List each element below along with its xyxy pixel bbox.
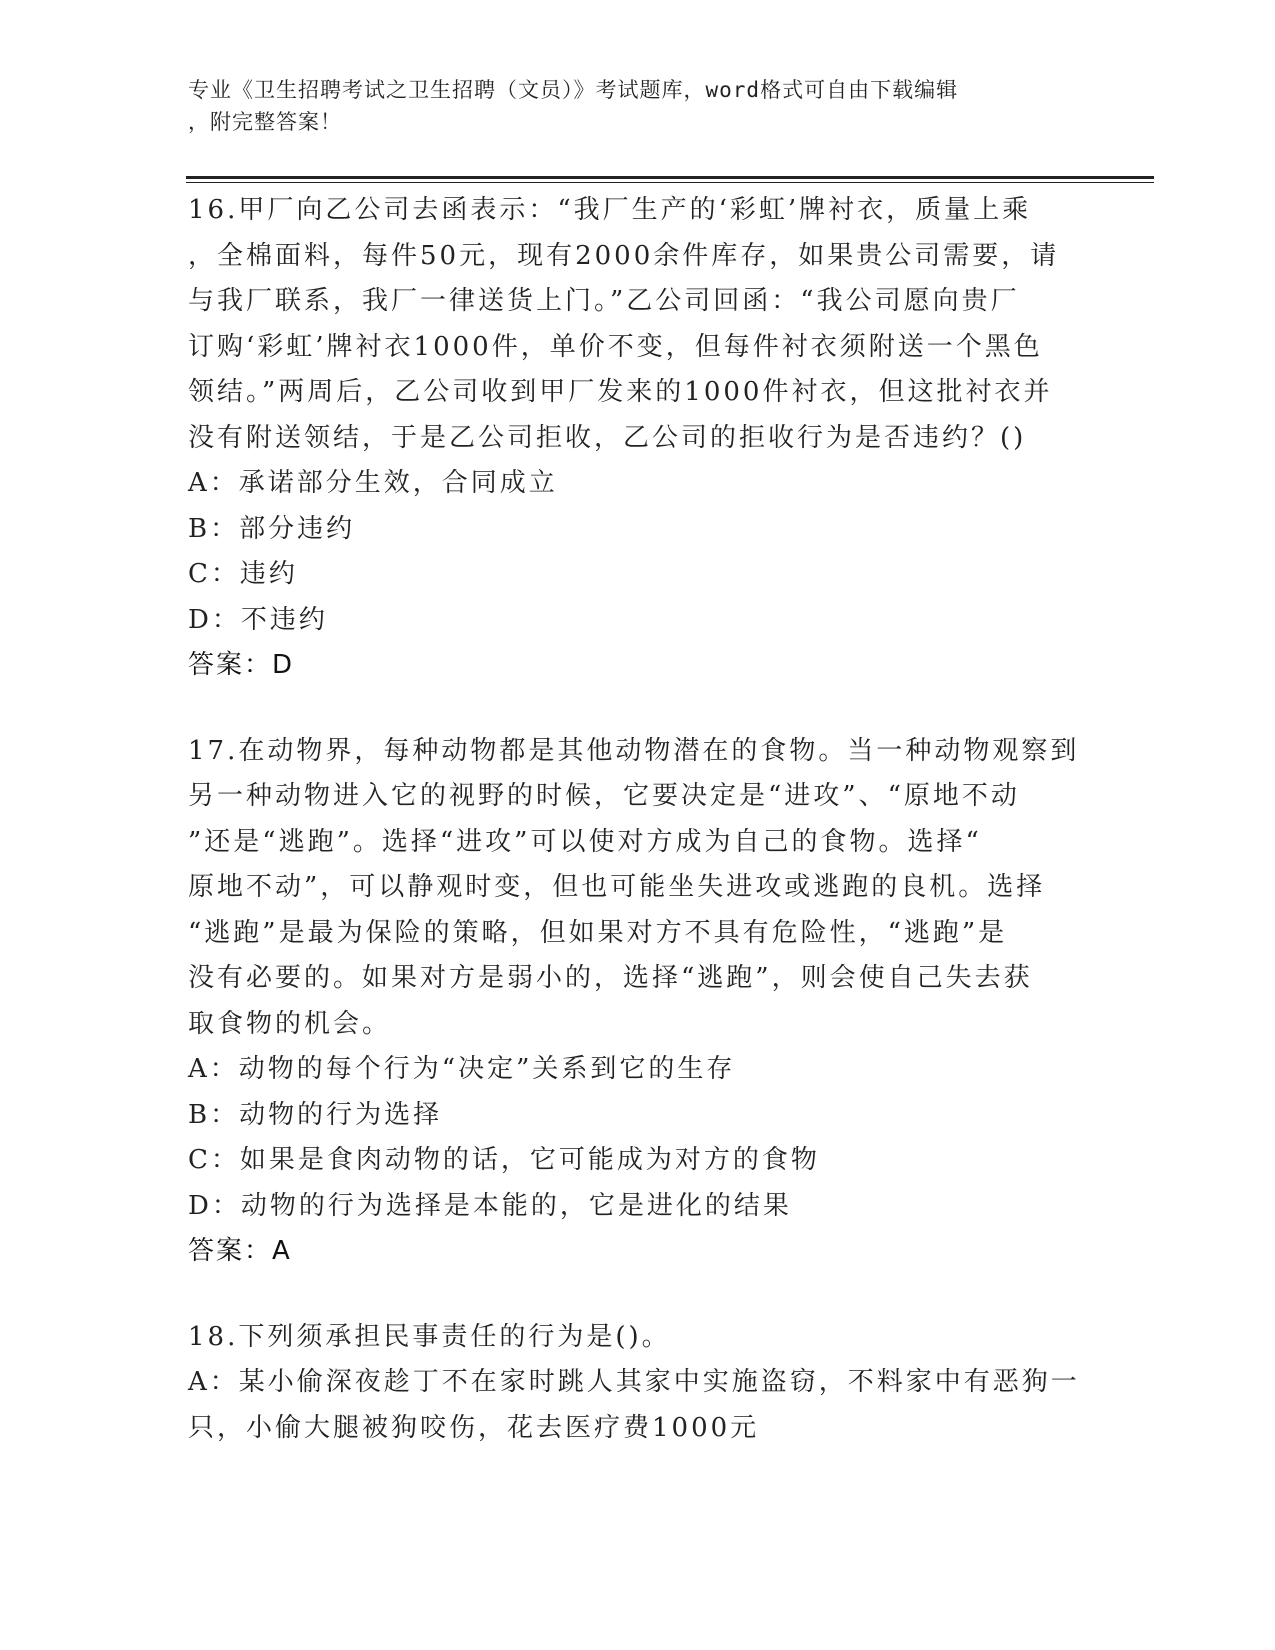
option-b: B：部分违约 [188, 513, 356, 544]
answer-label: 答案：D [188, 650, 295, 680]
question-stem-line: 与我厂联系，我厂一律送货上门。”乙公司回函：“我公司愿向贵厂 [188, 286, 1020, 316]
header-line-2: ，附完整答案！ [188, 110, 342, 134]
document-header [188, 74, 1068, 138]
question-stem-line: “逃跑”是最为保险的策略，但如果对方不具有危险性，“逃跑”是 [188, 917, 1008, 948]
option-a-continued: 只，小偷大腿被狗咬伤，花去医疗费1000元 [188, 1412, 760, 1443]
answer-label: 答案：A [188, 1236, 292, 1266]
question-stem-line: 另一种动物进入它的视野的时候，它要决定是“进攻”、“原地不动 [188, 781, 1020, 811]
question-stem-line: 没有附送领结，于是乙公司拒收，乙公司的拒收行为是否违约？() [188, 422, 1027, 453]
question-list [188, 188, 1088, 1491]
option-a: A：承诺部分生效，合同成立 [188, 468, 558, 498]
header-divider-thick [186, 176, 1154, 179]
question-17 [188, 729, 1088, 1275]
question-stem-line: 17.在动物界，每种动物都是其他动物潜在的食物。当一种动物观察到 [188, 735, 1080, 766]
option-d: D：动物的行为选择是本能的，它是进化的结果 [188, 1190, 792, 1221]
header-divider-thin [186, 182, 1154, 183]
header-line-1: 专业《卫生招聘考试之卫生招聘（文员）》考试题库，word格式可自由下载编辑 [188, 78, 959, 102]
question-18 [188, 1315, 1088, 1452]
question-stem-line: 领结。”两周后，乙公司收到甲厂发来的1000件衬衣，但这批衬衣并 [188, 377, 1053, 407]
option-b: B：动物的行为选择 [188, 1099, 443, 1130]
question-stem-line: ”还是“逃跑”。选择“进攻”可以使对方成为自己的食物。选择“ [188, 826, 982, 857]
question-stem-line: 没有必要的。如果对方是弱小的，选择“逃跑”，则会使自己失去获 [188, 963, 1033, 993]
question-stem-line: 16.甲厂向乙公司去函表示：“我厂生产的‘彩虹’牌衬衣，质量上乘 [188, 195, 1032, 225]
question-stem-line: ，全棉面料，每件50元，现有2000余件库存，如果贵公司需要，请 [188, 240, 1060, 271]
option-c: C：如果是食肉动物的话，它可能成为对方的食物 [188, 1145, 820, 1175]
option-a: A：某小偷深夜趁丁不在家时跳人其家中实施盗窃，不料家中有恶狗一 [188, 1367, 1080, 1397]
question-stem-line: 18.下列须承担民事责任的行为是()。 [188, 1321, 671, 1352]
question-stem-line: 原地不动”，可以静观时变，但也可能坐失进攻或逃跑的良机。选择 [188, 872, 1046, 902]
question-stem-line: 取食物的机会。 [188, 1008, 392, 1039]
option-c: C：违约 [188, 559, 298, 589]
option-a: A：动物的每个行为“决定”关系到它的生存 [188, 1054, 736, 1084]
question-stem-line: 订购‘彩虹’牌衬衣1000件，单价不变，但每件衬衣须附送一个黑色 [188, 331, 1043, 362]
question-16 [188, 188, 1088, 689]
option-d: D：不违约 [188, 604, 328, 635]
